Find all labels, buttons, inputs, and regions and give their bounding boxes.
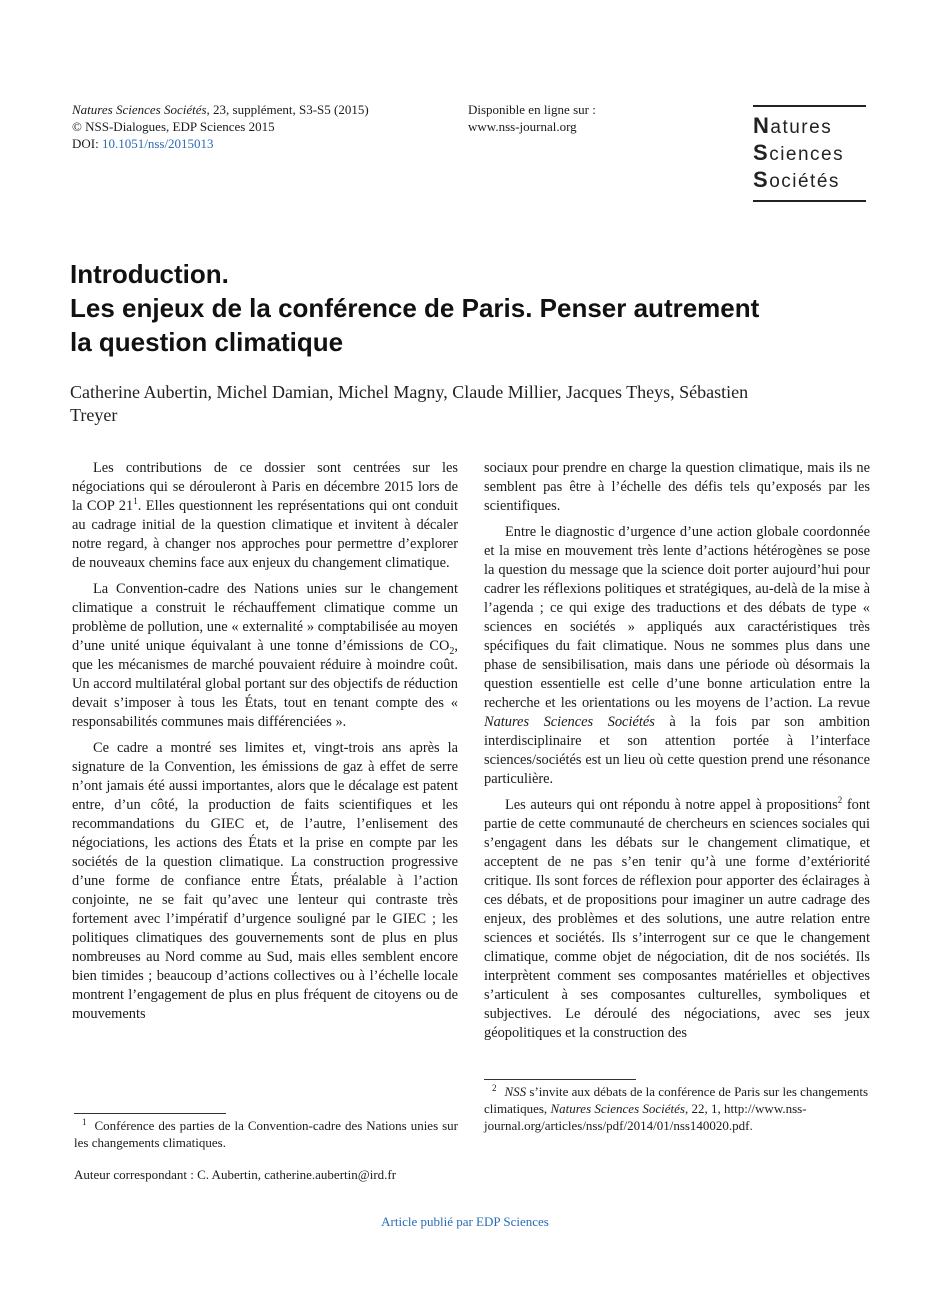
citation-details: , 23, supplément, S3-S5 (2015)	[206, 102, 369, 117]
footnote-1-text: Conférence des parties de la Convention-cadre des Nations unies sur les changements climatiques.	[74, 1118, 458, 1150]
paragraph-2: La Convention-cadre des Nations unies sur le changement climatique a construit le réchauffement climatique comme un problème de pollution, une « externalité » comptabilisée au moyen d’une unité unique équivalant à une tonne d’émissions de $CO_2$, que les mécanismes de marché pouvaient réduire à moindre coût. Un accord multilatéral global portant sur des objectifs de réduction devait s’imposer à tous les États, tout en tenant compte des « responsabilités communes mais différenciées ».	[72, 581, 458, 730]
available-label: Disponible en ligne sur :	[468, 102, 596, 117]
paragraph-3-continued: sociaux pour prendre en charge la question climatique, mais ils ne semblent pas être à l’échelle des défis tels qu’exposés par les scientifiques.	[484, 460, 870, 514]
footnote-ref-1[interactable]: 1	[133, 496, 138, 507]
footnote-2: $^2$ NSS s’invite aux débats de la conférence de Paris sur les changements climatiques, Natures Sciences Sociétés, 22, 1, http://www.nss-journal.org/articles/nss/pdf/2014/01/nss140020.pdf.	[484, 1082, 869, 1133]
footnote-1	[74, 1117, 458, 1151]
publisher-footer[interactable]: Article publié par EDP Sciences	[381, 1214, 549, 1229]
title-line-2: Les enjeux de la conférence de Paris. Penser autrement	[70, 293, 760, 323]
doi-label: DOI:	[72, 136, 102, 151]
author-list: Catherine Aubertin, Michel Damian, Michel Magny, Claude Millier, Jacques Theys, Sébastien Treyer	[70, 382, 749, 425]
journal-name-inline: Natures Sciences Sociétés	[484, 714, 655, 730]
logo-line-societes: Sociétés	[753, 167, 840, 192]
body-column-right	[484, 459, 870, 1050]
citation-line	[72, 101, 369, 118]
journal-logo	[753, 105, 866, 202]
footnote-1-number: 1	[82, 1116, 87, 1127]
doi-link[interactable]: 10.1051/nss/2015013	[101, 136, 214, 151]
paragraph-5: Les auteurs qui ont répondu à notre appel à propositions$^2$ font partie de cette communauté de chercheurs en sciences sociales qui s’engagent dans les débats sur le changement climatique, et acceptent de ne pas s’en tenir qu’à une forme d’extériorité critique. Ils sont forces de réflexion pour apporter des éclairages à ces débats, et de propositions pour imaginer un autre cadrage des enjeux, des problèmes et des solutions, une autre relation entre sciences et sociétés. Ils s’interrogent sur ce que le changement climatique, comme objet de négociation, dit de nos sociétés. Ils interprètent comment ses composantes matérielles et objectives s’articulent à ses composantes culturelles, symboliques et subjectives. Le déroulé des négociations, avec ses jeux géopolitiques et la construction des	[484, 795, 871, 1041]
body-column-left	[72, 459, 458, 1024]
journal-name: Natures Sciences Sociétés	[72, 102, 207, 117]
subscript-2: 2	[449, 645, 455, 657]
logo-line-sciences: Sciences	[753, 140, 845, 165]
footnote-rule-right	[484, 1079, 636, 1080]
paragraph-1: Les contributions de ce dossier sont centrées sur les négociations qui se dérouleront à Paris en décembre 2015 lors de la COP $21^1$. Elles questionnent les représentations qui ont conduit au cadrage initial de la question climatique et invitent à décaler notre regard, à changer nos approches pour permettre d’explorer de nouveaux chemins face aux enjeux du changement climatique.	[72, 460, 458, 571]
copyright-line: © NSS-Dialogues, EDP Sciences 2015	[72, 119, 275, 134]
availability-block	[468, 101, 596, 135]
logo-top-rule	[753, 105, 866, 107]
citation-block	[72, 101, 369, 152]
footnote-2-number: 2	[492, 1082, 497, 1093]
paragraph-4: Entre le diagnostic d’urgence d’une action globale coordonnée et la mise en mouvement très lente d’actions hétérogènes se pose la question du message que la science doit porter aujourd’hui pour cadrer les réflexions politiques et stratégiques, au-delà de la mise à l’agenda ; ce qui exige des traductions et des débats de type « sciences en sociétés » appliqués aux caractéristiques très spécifiques du fait climatique. Nous ne sommes plus dans une phase de sensibilisation, mais dans une période où désormais la question essentielle est celle d’une bonne articulation entre la recherche et les orientations ou les moyens de l’action. La revue Natures Sciences Sociétés à la fois par son ambition interdisciplinaire et son attention portée à l’interface sciences/sociétés est un lieu où cette question prend une résonance particulière.	[484, 524, 870, 787]
footnote-ref-2[interactable]: 2	[837, 795, 843, 806]
logo-bottom-rule	[753, 200, 866, 202]
logo-line-natures: Natures	[753, 113, 833, 138]
title-line-1: Introduction.	[70, 259, 229, 289]
journal-url[interactable]: www.nss-journal.org	[468, 119, 577, 134]
article-title	[70, 257, 850, 359]
corresponding-author: Auteur correspondant : C. Aubertin, catherine.aubertin@ird.fr	[74, 1167, 397, 1182]
title-line-3: la question climatique	[70, 327, 344, 357]
paragraph-3: Ce cadre a montré ses limites et, vingt-trois ans après la signature de la Convention, les émissions de gaz à effet de serre n’ont jamais été aussi importantes, alors que le décalage est patent entre, d’un côté, la production de faits scientifiques et les recommandations du GIEC et, de l’autre, l’enlisement des négociations, les actions des États et la prise en compte par les sociétés de la question climatique. La construction progressive d’une forme de confiance entre États, préalable à l’action conjointe, ne se fait qu’avec une lenteur qui contraste très fortement avec l’impératif d’urgence souligné par le GIEC ; les politiques climatiques des gouvernements sont de plus en plus nombreuses au Nord comme au Sud, mais elles semblent encore bien timides ; beaucoup d’actions collectives ou à l’échelle locale montrent l’engagement de plus en plus fréquent de citoyens ou de mouvements	[72, 740, 458, 1022]
footnote-rule-left	[74, 1113, 226, 1114]
doi-line	[72, 135, 369, 152]
